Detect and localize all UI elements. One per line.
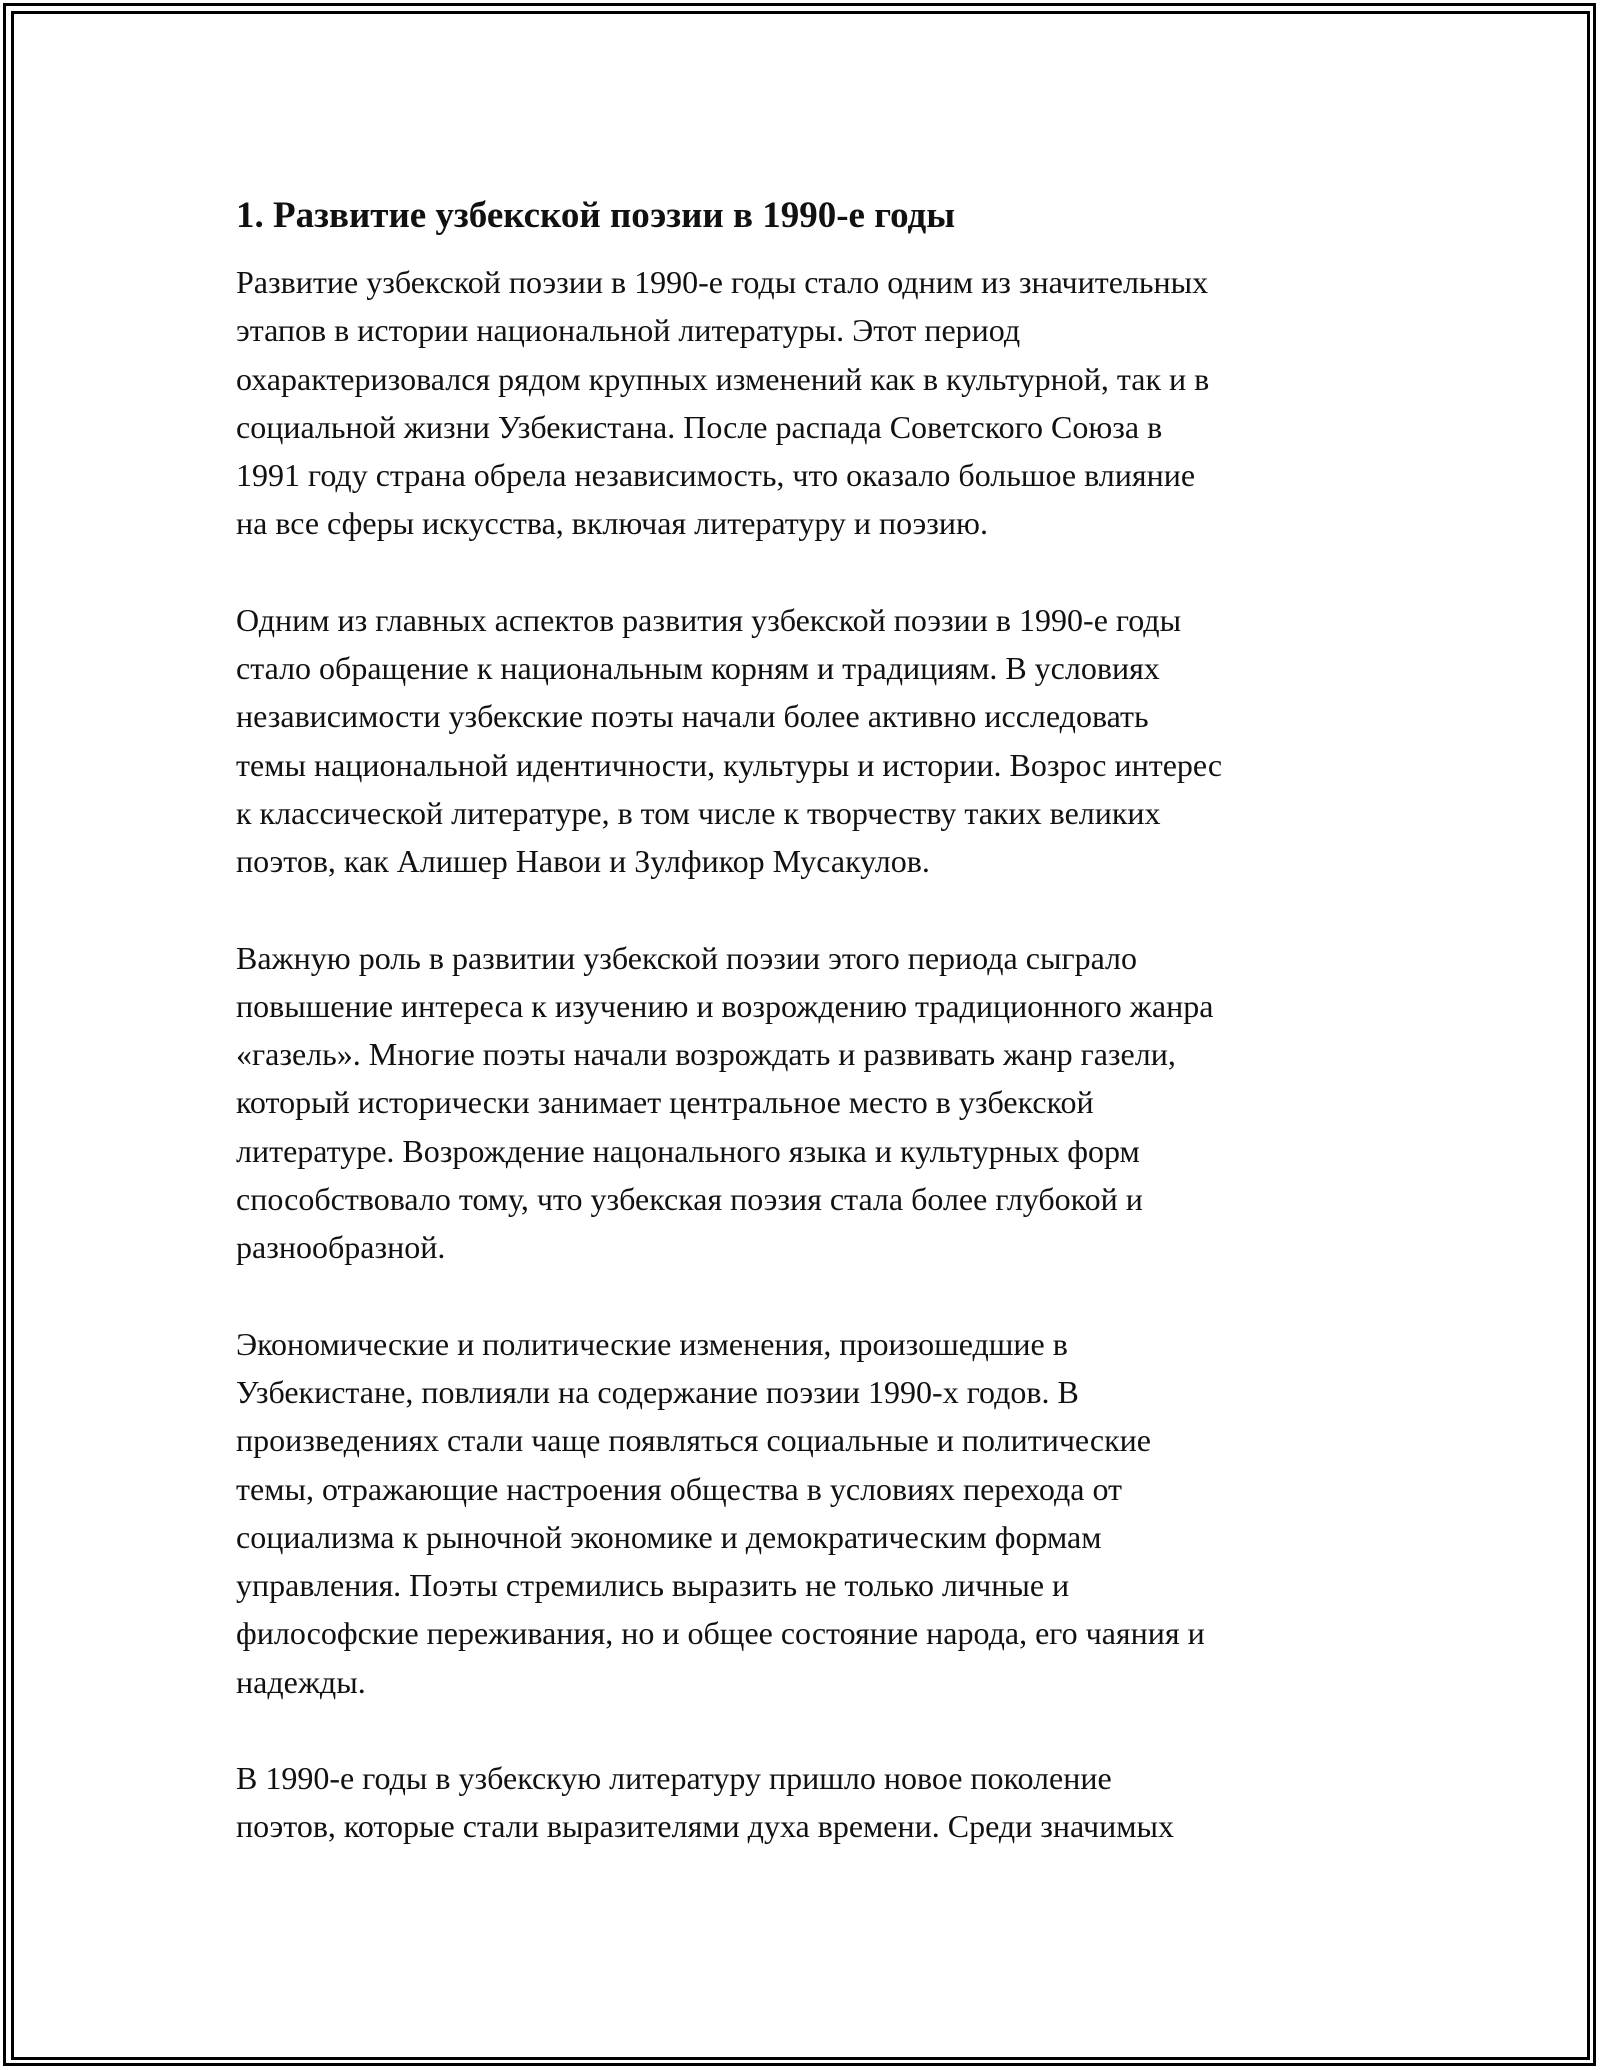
text-line: социальной жизни Узбекистана. После распада Советского Союза в <box>236 408 1163 445</box>
text-line: разнообразной. <box>236 1229 446 1266</box>
text-line: поэтов, которые стали выразителями духа времени. Среди значимых <box>236 1808 1174 1845</box>
text-line: «газель». Многие поэты начали возрождать и развивать жанр газели, <box>236 1036 1176 1073</box>
text-line: философские переживания, но и общее состояние народа, его чаяния и <box>236 1615 1205 1652</box>
section-heading: 1. Развитие узбекской поэзии в 1990-е годы <box>236 195 956 236</box>
text-line: Узбекистане, повлияли на содержание поэзии 1990-х годов. В <box>236 1373 1079 1410</box>
text-line: на все сферы искусства, включая литературу и поэзию. <box>236 505 988 542</box>
text-line: к классической литературе, в том числе к творчеству таких великих <box>236 794 1161 831</box>
text-line: социализма к рыночной экономике и демократическим формам <box>236 1518 1102 1555</box>
text-line: который исторически занимает центральное место в узбекской <box>236 1084 1094 1121</box>
text-line: темы национальной идентичности, культуры и истории. Возрос интерес <box>236 746 1223 783</box>
text-line: способствовало тому, что узбекская поэзия стала более глубокой и <box>236 1181 1143 1218</box>
text-line: Развитие узбекской поэзии в 1990-е годы стало одним из значительных <box>236 264 1209 300</box>
text-line: Экономические и политические изменения, произошедшие в <box>236 1325 1068 1362</box>
text-line: Важную роль в развитии узбекской поэзии этого периода сыграло <box>236 939 1138 976</box>
text-line: надежды. <box>236 1663 366 1700</box>
paragraph-4 <box>236 1320 1386 1706</box>
text-line: этапов в истории национальной литературы. Этот период <box>236 312 1021 349</box>
text-line: 1991 году страна обрела независимость, что оказало большое влияние <box>236 457 1196 494</box>
text-line: литературе. Возрождение нацонального языка и культурных форм <box>236 1132 1140 1169</box>
text-line: Одним из главных аспектов развития узбекской поэзии в 1990-е годы <box>236 601 1182 638</box>
paragraph-1 <box>236 258 1386 548</box>
text-line: темы, отражающие настроения общества в условиях перехода от <box>236 1470 1122 1507</box>
paragraph-5 <box>236 1754 1386 1851</box>
text-line: поэтов, как Алишер Навои и Зулфикор Мусакулов. <box>236 843 930 880</box>
text-line: стало обращение к национальным корням и традициям. В условиях <box>236 650 1160 687</box>
paragraph-2 <box>236 596 1386 886</box>
text-line: В 1990-е годы в узбекскую литературу пришло новое поколение <box>236 1760 1112 1797</box>
text-line: управления. Поэты стремились выразить не только личные и <box>236 1567 1070 1604</box>
text-line: независимости узбекские поэты начали более активно исследовать <box>236 698 1149 735</box>
text-line: повышение интереса к изучению и возрождению традиционного жанра <box>236 987 1214 1024</box>
text-line: охарактеризовался рядом крупных изменений как в культурной, так и в <box>236 360 1210 397</box>
paragraph-3 <box>236 934 1386 1272</box>
text-line: произведениях стали чаще появляться социальные и политические <box>236 1422 1151 1459</box>
document-body <box>236 188 1386 1899</box>
